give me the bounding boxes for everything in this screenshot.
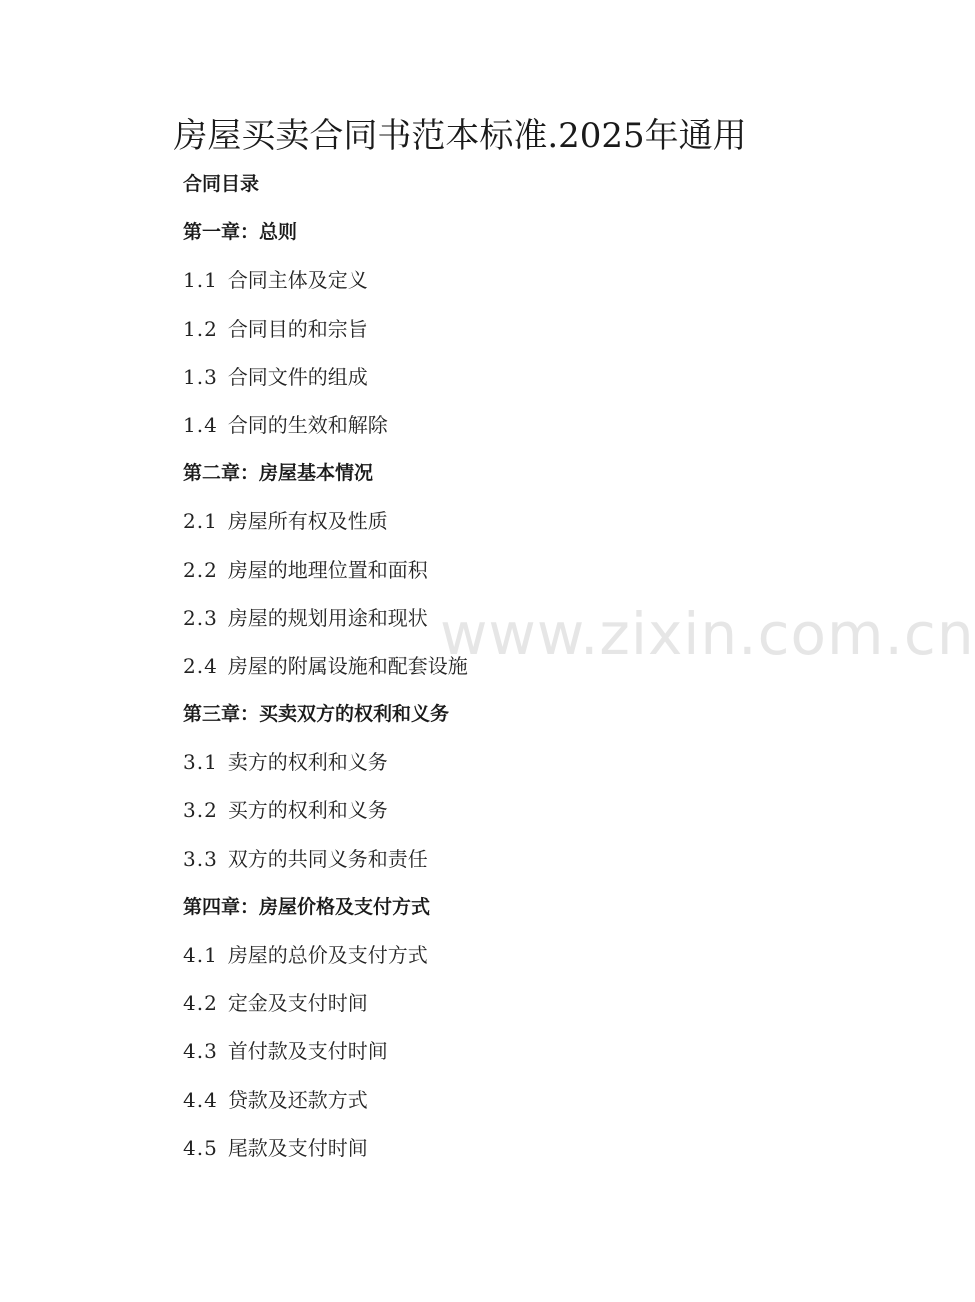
chapter-1-title: 第一章：总则 xyxy=(183,221,298,244)
chapter-4-title: 第四章：房屋价格及支付方式 xyxy=(183,895,431,918)
toc-item-number: 1.4 xyxy=(183,412,218,437)
toc-item xyxy=(183,1035,823,1083)
toc-item xyxy=(183,794,823,842)
toc-item-text: 房屋的地理位置和面积 xyxy=(227,557,428,582)
toc-item-text: 合同主体及定义 xyxy=(227,268,368,293)
chapter-2-title: 第二章：房屋基本情况 xyxy=(183,462,374,485)
toc-item xyxy=(183,746,823,794)
document-title: 房屋买卖合同书范本标准.2025年通用 xyxy=(173,116,747,156)
toc-item-number: 1.3 xyxy=(183,364,218,389)
toc-item xyxy=(183,313,823,361)
toc-item-number: 4.1 xyxy=(183,943,218,967)
toc-item-number: 3.3 xyxy=(183,846,218,871)
toc-item-text: 贷款及还款方式 xyxy=(227,1087,368,1112)
toc-item-number: 2.4 xyxy=(183,653,218,678)
toc-item-number: 1.1 xyxy=(183,268,218,293)
toc-item-text: 双方的共同义务和责任 xyxy=(227,846,428,871)
toc-item-number: 4.3 xyxy=(183,1039,218,1064)
toc-item-text: 合同的生效和解除 xyxy=(227,412,388,437)
toc-item xyxy=(183,505,823,553)
toc-item xyxy=(183,409,823,457)
toc-item-text: 房屋的规划用途和现状 xyxy=(227,605,428,630)
toc-item-text: 买方的权利和义务 xyxy=(227,798,388,823)
toc-item xyxy=(183,1132,823,1180)
toc-item xyxy=(183,554,823,602)
table-of-contents xyxy=(183,168,823,1180)
toc-item-text: 房屋所有权及性质 xyxy=(227,509,388,534)
toc-heading: 合同目录 xyxy=(183,173,260,195)
toc-item-text: 卖方的权利和义务 xyxy=(227,750,388,775)
toc-item-text: 定金及支付时间 xyxy=(227,991,368,1016)
toc-item-text: 合同目的和宗旨 xyxy=(227,316,368,341)
toc-item xyxy=(183,361,823,409)
toc-item xyxy=(183,843,823,891)
toc-item-text: 首付款及支付时间 xyxy=(227,1039,388,1064)
watermark: www.zixin.com.cn xyxy=(440,600,975,668)
toc-item-number: 2.2 xyxy=(183,557,218,582)
toc-item-number: 4.4 xyxy=(183,1087,218,1112)
toc-item-number: 4.2 xyxy=(183,991,218,1016)
toc-item xyxy=(183,987,823,1035)
toc-item-text: 房屋的总价及支付方式 xyxy=(227,943,428,967)
toc-item-text: 合同文件的组成 xyxy=(227,364,368,389)
toc-item-number: 2.3 xyxy=(183,605,218,630)
toc-item-text: 房屋的附属设施和配套设施 xyxy=(227,653,468,678)
toc-item-number: 1.2 xyxy=(183,316,218,341)
toc-item xyxy=(183,650,823,698)
toc-item-text: 尾款及支付时间 xyxy=(227,1135,368,1160)
toc-item-number: 2.1 xyxy=(183,509,218,534)
toc-item xyxy=(183,602,823,650)
chapter-3-title: 第三章：买卖双方的权利和义务 xyxy=(183,703,450,726)
toc-item-number: 3.1 xyxy=(183,750,218,775)
toc-item-number: 3.2 xyxy=(183,798,218,823)
toc-item-number: 4.5 xyxy=(183,1135,218,1160)
toc-item xyxy=(183,264,823,312)
toc-item xyxy=(183,939,823,987)
toc-item xyxy=(183,1084,823,1132)
